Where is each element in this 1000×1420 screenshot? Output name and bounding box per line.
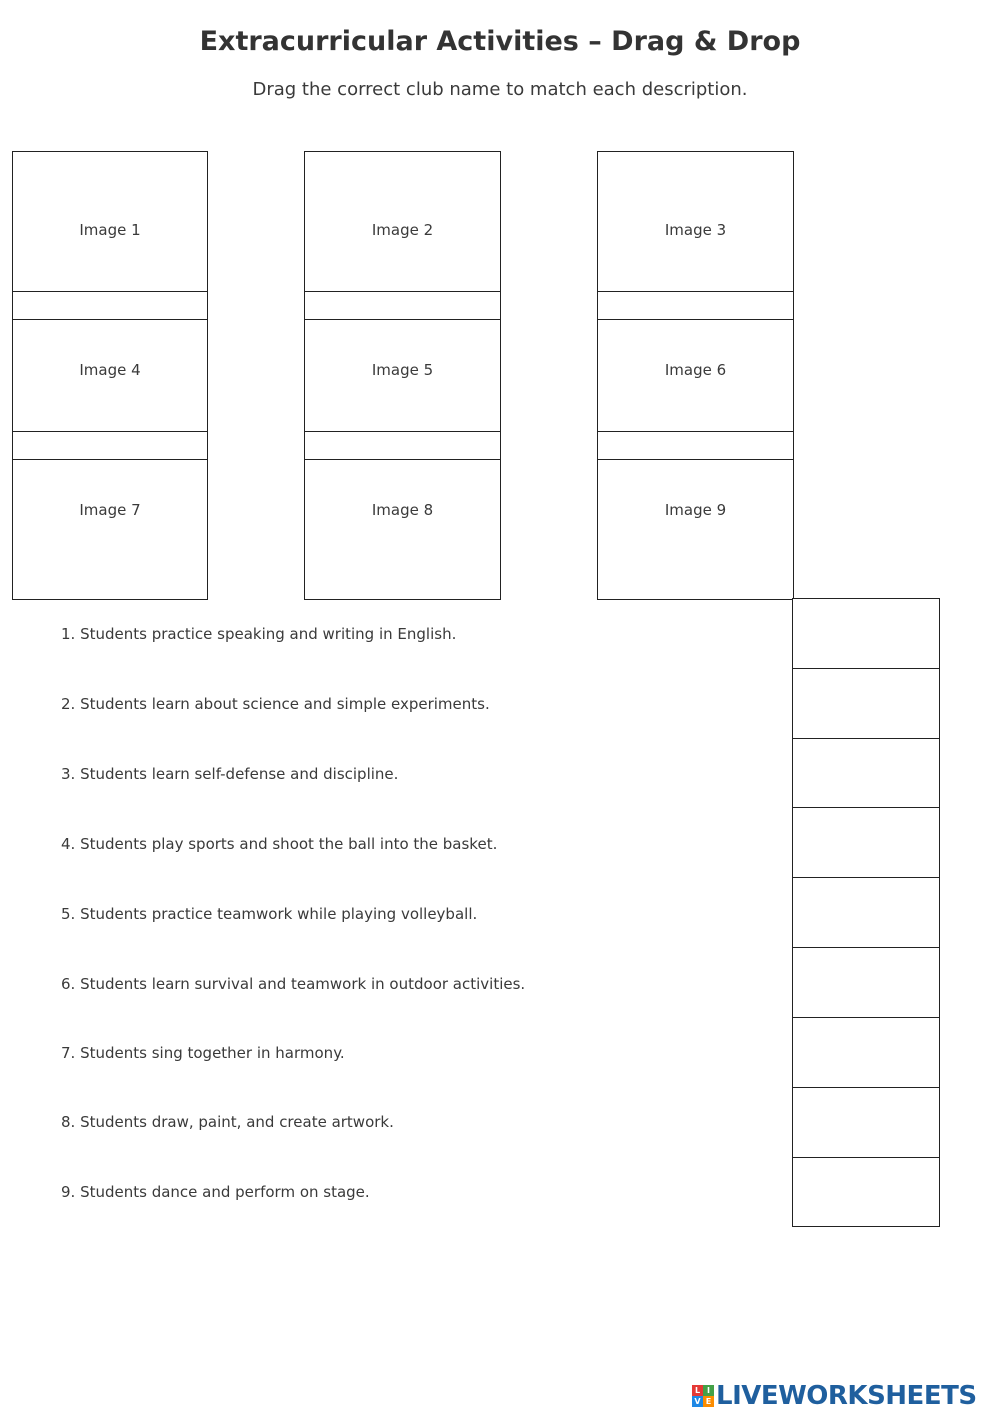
image-box-5: [304, 319, 501, 432]
liveworksheets-logo-text: LIVEWORKSHEETS: [716, 1381, 977, 1411]
image-box-7: [12, 459, 208, 600]
answer-drop-box-1[interactable]: [792, 598, 940, 669]
image-label: Image 1: [79, 221, 141, 239]
image-box-4: [12, 319, 208, 432]
question-8: 8. Students draw, paint, and create artwork.: [61, 1113, 394, 1131]
answer-drop-box-4[interactable]: [792, 807, 940, 878]
logo-icon-letter: E: [703, 1396, 714, 1407]
image-box-6: [597, 319, 794, 432]
image-box-1: [12, 151, 208, 292]
logo-icon-letter: I: [703, 1385, 714, 1396]
image-label: Image 7: [79, 501, 141, 519]
answer-drop-box-8[interactable]: [792, 1087, 940, 1158]
image-label: Image 8: [371, 501, 434, 519]
image-drop-slot-6[interactable]: [597, 431, 794, 460]
page-title: Extracurricular Activities – Drag & Drop: [199, 26, 801, 57]
image-label: Image 2: [371, 221, 434, 239]
question-6: 6. Students learn survival and teamwork in outdoor activities.: [61, 975, 526, 993]
question-7: 7. Students sing together in harmony.: [61, 1044, 345, 1062]
image-box-2: [304, 151, 501, 292]
question-5: 5. Students practice teamwork while playing volleyball.: [61, 905, 478, 923]
logo-icon-letter: V: [692, 1396, 703, 1407]
answer-drop-box-2[interactable]: [792, 668, 940, 739]
image-label: Image 4: [79, 361, 141, 379]
instructions-text: Drag the correct club name to match each description.: [252, 79, 748, 100]
image-label: Image 3: [664, 221, 727, 239]
question-2: 2. Students learn about science and simple experiments.: [61, 695, 490, 713]
question-9: 9. Students dance and perform on stage.: [61, 1183, 370, 1201]
image-drop-slot-3[interactable]: [597, 291, 794, 320]
image-label: Image 5: [371, 361, 434, 379]
image-drop-slot-2[interactable]: [304, 291, 501, 320]
image-box-9: [597, 459, 794, 600]
answer-drop-box-7[interactable]: [792, 1017, 940, 1088]
image-drop-slot-5[interactable]: [304, 431, 501, 460]
liveworksheets-logo[interactable]: [692, 1382, 977, 1410]
image-label: Image 9: [664, 501, 727, 519]
image-drop-slot-4[interactable]: [12, 431, 208, 460]
image-drop-slot-1[interactable]: [12, 291, 208, 320]
image-label: Image 6: [664, 361, 727, 379]
question-4: 4. Students play sports and shoot the ball into the basket.: [61, 835, 498, 853]
image-box-3: [597, 151, 794, 292]
question-1: 1. Students practice speaking and writing in English.: [61, 625, 457, 643]
logo-icon-letter: L: [692, 1385, 703, 1396]
question-3: 3. Students learn self-defense and discipline.: [61, 765, 399, 783]
answer-drop-box-9[interactable]: [792, 1157, 940, 1227]
answer-drop-box-6[interactable]: [792, 947, 940, 1018]
answer-drop-box-5[interactable]: [792, 877, 940, 948]
image-box-8: [304, 459, 501, 600]
answer-drop-box-3[interactable]: [792, 738, 940, 809]
liveworksheets-logo-icon: [692, 1385, 714, 1407]
